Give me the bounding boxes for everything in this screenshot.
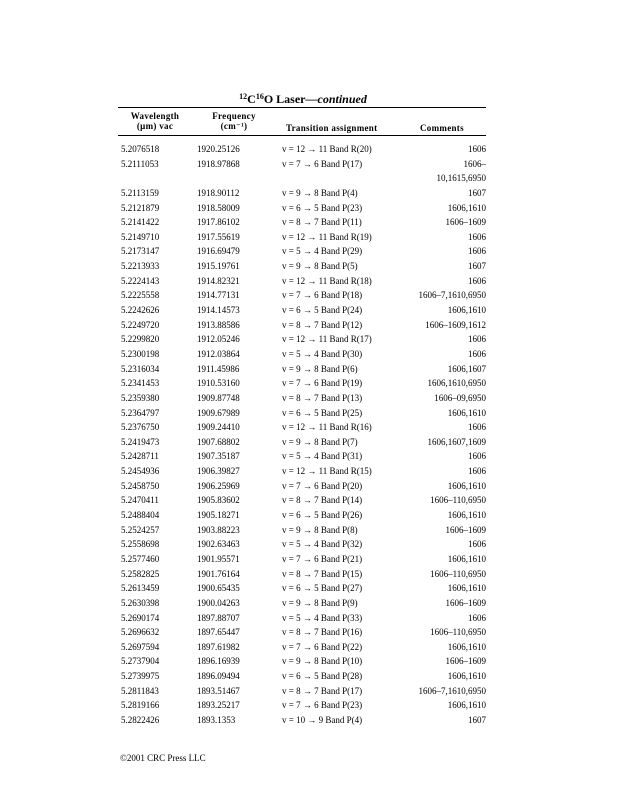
table-row	[0, 567, 617, 582]
frequency-cell: 1902.63463	[197, 539, 240, 550]
wavelength-cell: 5.2690174	[121, 612, 160, 623]
comments-cell: 1606,1610	[447, 480, 486, 491]
transition-cell: v = 5 → 4 Band P(30)	[282, 348, 363, 359]
frequency-cell: 1917.86102	[197, 217, 240, 228]
transition-cell: v = 5 → 4 Band P(29)	[282, 246, 363, 257]
header-frequency-line2: (cm⁻¹)	[220, 121, 248, 131]
title-element-carbon: C	[247, 92, 256, 106]
table-row	[0, 523, 617, 538]
wavelength-cell: 5.2737904	[121, 656, 160, 667]
wavelength-cell: 5.2613459	[121, 583, 160, 594]
copyright-footer: ©2001 CRC Press LLC	[120, 753, 206, 763]
transition-cell: v = 8 → 7 Band P(16)	[282, 627, 363, 638]
transition-cell: v = 9 → 8 Band P(7)	[282, 436, 358, 447]
wavelength-cell: 5.2341453	[121, 378, 160, 389]
comments-cell: 1606,1610	[447, 407, 486, 418]
table-row	[0, 493, 617, 508]
wavelength-cell: 5.2299820	[121, 334, 160, 345]
comments-cell: 1606	[468, 275, 486, 286]
wavelength-cell: 5.2822426	[121, 714, 160, 725]
transition-cell: v = 12 → 11 Band R(20)	[282, 144, 372, 154]
frequency-cell: 1912.03864	[197, 348, 240, 359]
frequency-cell: 1901.76164	[197, 568, 240, 579]
wavelength-cell: 5.2454936	[121, 466, 160, 477]
header-frequency-line1: Frequency	[212, 111, 256, 121]
frequency-cell: 1914.82321	[197, 275, 240, 286]
data-table-body	[0, 142, 617, 728]
frequency-cell: 1913.88586	[197, 319, 240, 330]
comments-cell: 1606,1610	[447, 305, 486, 316]
transition-cell: v = 12 → 11 Band R(18)	[282, 275, 372, 286]
comments-cell: 1607	[468, 187, 486, 198]
frequency-cell: 1896.09494	[197, 671, 240, 682]
transition-cell: v = 5 → 4 Band P(32)	[282, 539, 363, 550]
frequency-cell: 1915.19761	[197, 261, 240, 272]
transition-cell: v = 7 → 6 Band P(22)	[282, 641, 363, 652]
comments-cell: 1606,1607	[447, 363, 486, 374]
wavelength-cell: 5.2225558	[121, 290, 160, 301]
comments-cell: 1606–7,1610,6950	[418, 685, 486, 696]
comments-cell: 1606	[468, 422, 486, 433]
wavelength-cell: 5.2359380	[121, 392, 160, 403]
table-row	[0, 230, 617, 245]
table-row	[0, 259, 617, 274]
comments-cell: 1606	[468, 231, 486, 242]
transition-cell: v = 6 → 5 Band P(28)	[282, 671, 363, 682]
comments-cell: 1606–1609	[445, 217, 486, 228]
comments-cell: 1606	[468, 466, 486, 477]
header-wavelength-line2: (μm) vac	[136, 121, 174, 131]
transition-cell: v = 7 → 6 Band P(20)	[282, 480, 363, 491]
wavelength-cell: 5.2582825	[121, 568, 160, 579]
comments-cell: 1606,1610	[447, 202, 486, 213]
frequency-cell: 1896.16939	[197, 656, 240, 667]
wavelength-cell: 5.2076518	[121, 144, 160, 154]
table-row	[0, 625, 617, 640]
wavelength-cell: 5.2113159	[121, 187, 159, 198]
comments-cell: 10,1615,6950	[436, 173, 486, 184]
frequency-cell: 1900.65435	[197, 583, 240, 594]
comments-cell: 1606–1609,1612	[425, 319, 486, 330]
title-mass-oxygen: 16	[255, 92, 264, 101]
comments-cell: 1606	[468, 246, 486, 257]
comments-cell: 1606–	[463, 158, 486, 169]
wavelength-cell: 5.2141422	[121, 217, 160, 228]
transition-cell: v = 9 → 8 Band P(10)	[282, 656, 363, 667]
comments-cell: 1606	[468, 451, 486, 462]
transition-cell: v = 12 → 11 Band R(19)	[282, 231, 372, 242]
frequency-cell: 1905.83602	[197, 495, 240, 506]
table-row	[0, 552, 617, 567]
table-row	[0, 201, 617, 216]
frequency-cell: 1916.69479	[197, 246, 240, 257]
wavelength-cell: 5.2811843	[121, 685, 159, 696]
frequency-cell: 1914.14573	[197, 305, 240, 316]
frequency-cell: 1897.61982	[197, 641, 240, 652]
header-wavelength-line1: Wavelength	[130, 111, 180, 121]
transition-cell: v = 7 → 6 Band P(18)	[282, 290, 363, 301]
table-row	[0, 581, 617, 596]
wavelength-cell: 5.2470411	[121, 495, 159, 506]
frequency-cell: 1905.18271	[197, 510, 240, 521]
comments-cell: 1606–110,6950	[430, 495, 486, 506]
wavelength-cell: 5.2316034	[121, 363, 160, 374]
frequency-cell: 1910.53160	[197, 378, 240, 389]
table-row	[0, 274, 617, 289]
table-row	[0, 391, 617, 406]
header-transition: Transition assignment	[286, 123, 378, 133]
comments-cell: 1606,1610	[447, 553, 486, 564]
table-row	[0, 244, 617, 259]
comments-cell: 1606–7,1610,6950	[418, 290, 486, 301]
table-row	[0, 508, 617, 523]
transition-cell: v = 12 → 11 Band R(16)	[282, 422, 372, 433]
transition-cell: v = 7 → 6 Band P(19)	[282, 378, 363, 389]
comments-cell: 1607	[468, 261, 486, 272]
frequency-cell: 1907.68802	[197, 436, 240, 447]
table-row	[0, 215, 617, 230]
table-row	[0, 698, 617, 713]
transition-cell: v = 8 → 7 Band P(17)	[282, 685, 363, 696]
transition-cell: v = 9 → 8 Band P(4)	[282, 187, 358, 198]
frequency-cell: 1914.77131	[197, 290, 240, 301]
comments-cell: 1606–1609	[445, 597, 486, 608]
transition-cell: v = 9 → 8 Band P(6)	[282, 363, 358, 374]
comments-cell: 1606–1609	[445, 656, 486, 667]
transition-cell: v = 5 → 4 Band P(33)	[282, 612, 363, 623]
transition-cell: v = 10 → 9 Band P(4)	[282, 714, 363, 725]
comments-cell: 1606,1610	[447, 641, 486, 652]
header-wavelength	[119, 111, 191, 131]
wavelength-cell: 5.2249720	[121, 319, 160, 330]
frequency-cell: 1901.95571	[197, 553, 240, 564]
transition-cell: v = 8 → 7 Band P(15)	[282, 568, 363, 579]
wavelength-cell: 5.2364797	[121, 407, 160, 418]
comments-cell: 1607	[468, 714, 486, 725]
transition-cell: v = 9 → 8 Band P(5)	[282, 261, 358, 272]
wavelength-cell: 5.2224143	[121, 275, 160, 286]
table-row	[0, 713, 617, 728]
table-row	[0, 684, 617, 699]
page-title	[120, 92, 486, 106]
frequency-cell: 1906.39827	[197, 466, 240, 477]
comments-cell: 1606–110,6950	[430, 627, 486, 638]
table-row	[0, 479, 617, 494]
wavelength-cell: 5.2121879	[121, 202, 160, 213]
comments-cell: 1606,1607,1609	[427, 436, 486, 447]
frequency-cell: 1912.05246	[197, 334, 240, 345]
table-row	[0, 464, 617, 479]
transition-cell: v = 7 → 6 Band P(21)	[282, 553, 363, 564]
top-rule	[118, 107, 486, 108]
frequency-cell: 1909.67989	[197, 407, 240, 418]
comments-cell: 1606–09,6950	[434, 392, 486, 403]
frequency-cell: 1897.65447	[197, 627, 240, 638]
transition-cell: v = 8 → 7 Band P(14)	[282, 495, 363, 506]
comments-cell: 1606,1610	[447, 671, 486, 682]
wavelength-cell: 5.2739975	[121, 671, 160, 682]
table-row	[0, 332, 617, 347]
transition-cell: v = 8 → 7 Band P(11)	[282, 217, 362, 228]
comments-cell: 1606	[468, 348, 486, 359]
wavelength-cell: 5.2300198	[121, 348, 160, 359]
wavelength-cell: 5.2630398	[121, 597, 160, 608]
frequency-cell: 1909.24410	[197, 422, 240, 433]
transition-cell: v = 12 → 11 Band R(17)	[282, 334, 372, 345]
header-rule	[118, 135, 486, 136]
frequency-cell: 1897.88707	[197, 612, 240, 623]
comments-cell: 1606	[468, 539, 486, 550]
transition-cell: v = 5 → 4 Band P(31)	[282, 451, 363, 462]
wavelength-cell: 5.2819166	[121, 700, 160, 711]
table-row	[0, 640, 617, 655]
table-row	[0, 142, 617, 157]
table-row	[0, 157, 617, 172]
transition-cell: v = 9 → 8 Band P(9)	[282, 597, 358, 608]
frequency-cell: 1903.88223	[197, 524, 240, 535]
frequency-cell: 1907.35187	[197, 451, 240, 462]
table-row	[0, 362, 617, 377]
frequency-cell: 1909.87748	[197, 392, 240, 403]
wavelength-cell: 5.2419473	[121, 436, 160, 447]
header-comments: Comments	[420, 123, 464, 133]
transition-cell: v = 6 → 5 Band P(24)	[282, 305, 363, 316]
table-row	[0, 420, 617, 435]
comments-cell: 1606–110,6950	[430, 568, 486, 579]
wavelength-cell: 5.2577460	[121, 553, 160, 564]
table-row	[0, 435, 617, 450]
table-row	[0, 171, 617, 186]
wavelength-cell: 5.2458750	[121, 480, 160, 491]
table-row	[0, 406, 617, 421]
wavelength-cell: 5.2242626	[121, 305, 160, 316]
transition-cell: v = 6 → 5 Band P(25)	[282, 407, 363, 418]
comments-cell: 1606,1610	[447, 700, 486, 711]
transition-cell: v = 8 → 7 Band P(13)	[282, 392, 363, 403]
table-row	[0, 449, 617, 464]
transition-cell: v = 6 → 5 Band P(27)	[282, 583, 363, 594]
table-row	[0, 376, 617, 391]
transition-cell: v = 6 → 5 Band P(23)	[282, 202, 363, 213]
wavelength-cell: 5.2524257	[121, 524, 160, 535]
wavelength-cell: 5.2173147	[121, 246, 160, 257]
comments-cell: 1606,1610	[447, 510, 486, 521]
table-row	[0, 347, 617, 362]
frequency-cell: 1893.25217	[197, 700, 240, 711]
transition-cell: v = 6 → 5 Band P(26)	[282, 510, 363, 521]
table-row	[0, 288, 617, 303]
frequency-cell: 1906.25969	[197, 480, 240, 491]
frequency-cell: 1893.1353	[197, 714, 236, 725]
table-row	[0, 186, 617, 201]
frequency-cell: 1917.55619	[197, 231, 240, 242]
frequency-cell: 1911.45986	[197, 363, 240, 374]
comments-cell: 1606,1610	[447, 583, 486, 594]
wavelength-cell: 5.2111053	[121, 158, 159, 169]
comments-cell: 1606,1610,6950	[427, 378, 486, 389]
table-row	[0, 303, 617, 318]
header-frequency	[197, 111, 271, 131]
transition-cell: v = 7 → 6 Band P(17)	[282, 158, 363, 169]
table-row	[0, 318, 617, 333]
frequency-cell: 1918.97868	[197, 158, 240, 169]
table-row	[0, 596, 617, 611]
title-rest: O Laser—	[263, 92, 318, 106]
title-mass-carbon: 12	[239, 92, 248, 101]
comments-cell: 1606–1609	[445, 524, 486, 535]
title-continued: continued	[317, 92, 367, 106]
wavelength-cell: 5.2428711	[121, 451, 159, 462]
wavelength-cell: 5.2376750	[121, 422, 160, 433]
comments-cell: 1606	[468, 144, 486, 154]
table-row	[0, 669, 617, 684]
frequency-cell: 1920.25126	[197, 144, 240, 154]
wavelength-cell: 5.2697594	[121, 641, 160, 652]
wavelength-cell: 5.2149710	[121, 231, 160, 242]
comments-cell: 1606	[468, 334, 486, 345]
table-row	[0, 537, 617, 552]
comments-cell: 1606	[468, 612, 486, 623]
frequency-cell: 1918.58009	[197, 202, 240, 213]
wavelength-cell: 5.2558698	[121, 539, 160, 550]
frequency-cell: 1900.04263	[197, 597, 240, 608]
transition-cell: v = 9 → 8 Band P(8)	[282, 524, 358, 535]
table-row	[0, 611, 617, 626]
transition-cell: v = 7 → 6 Band P(23)	[282, 700, 363, 711]
frequency-cell: 1918.90112	[197, 187, 240, 198]
table-row	[0, 654, 617, 669]
wavelength-cell: 5.2488404	[121, 510, 160, 521]
transition-cell: v = 8 → 7 Band P(12)	[282, 319, 363, 330]
wavelength-cell: 5.2213933	[121, 261, 160, 272]
frequency-cell: 1893.51467	[197, 685, 240, 696]
wavelength-cell: 5.2696632	[121, 627, 160, 638]
transition-cell: v = 12 → 11 Band R(15)	[282, 466, 372, 477]
